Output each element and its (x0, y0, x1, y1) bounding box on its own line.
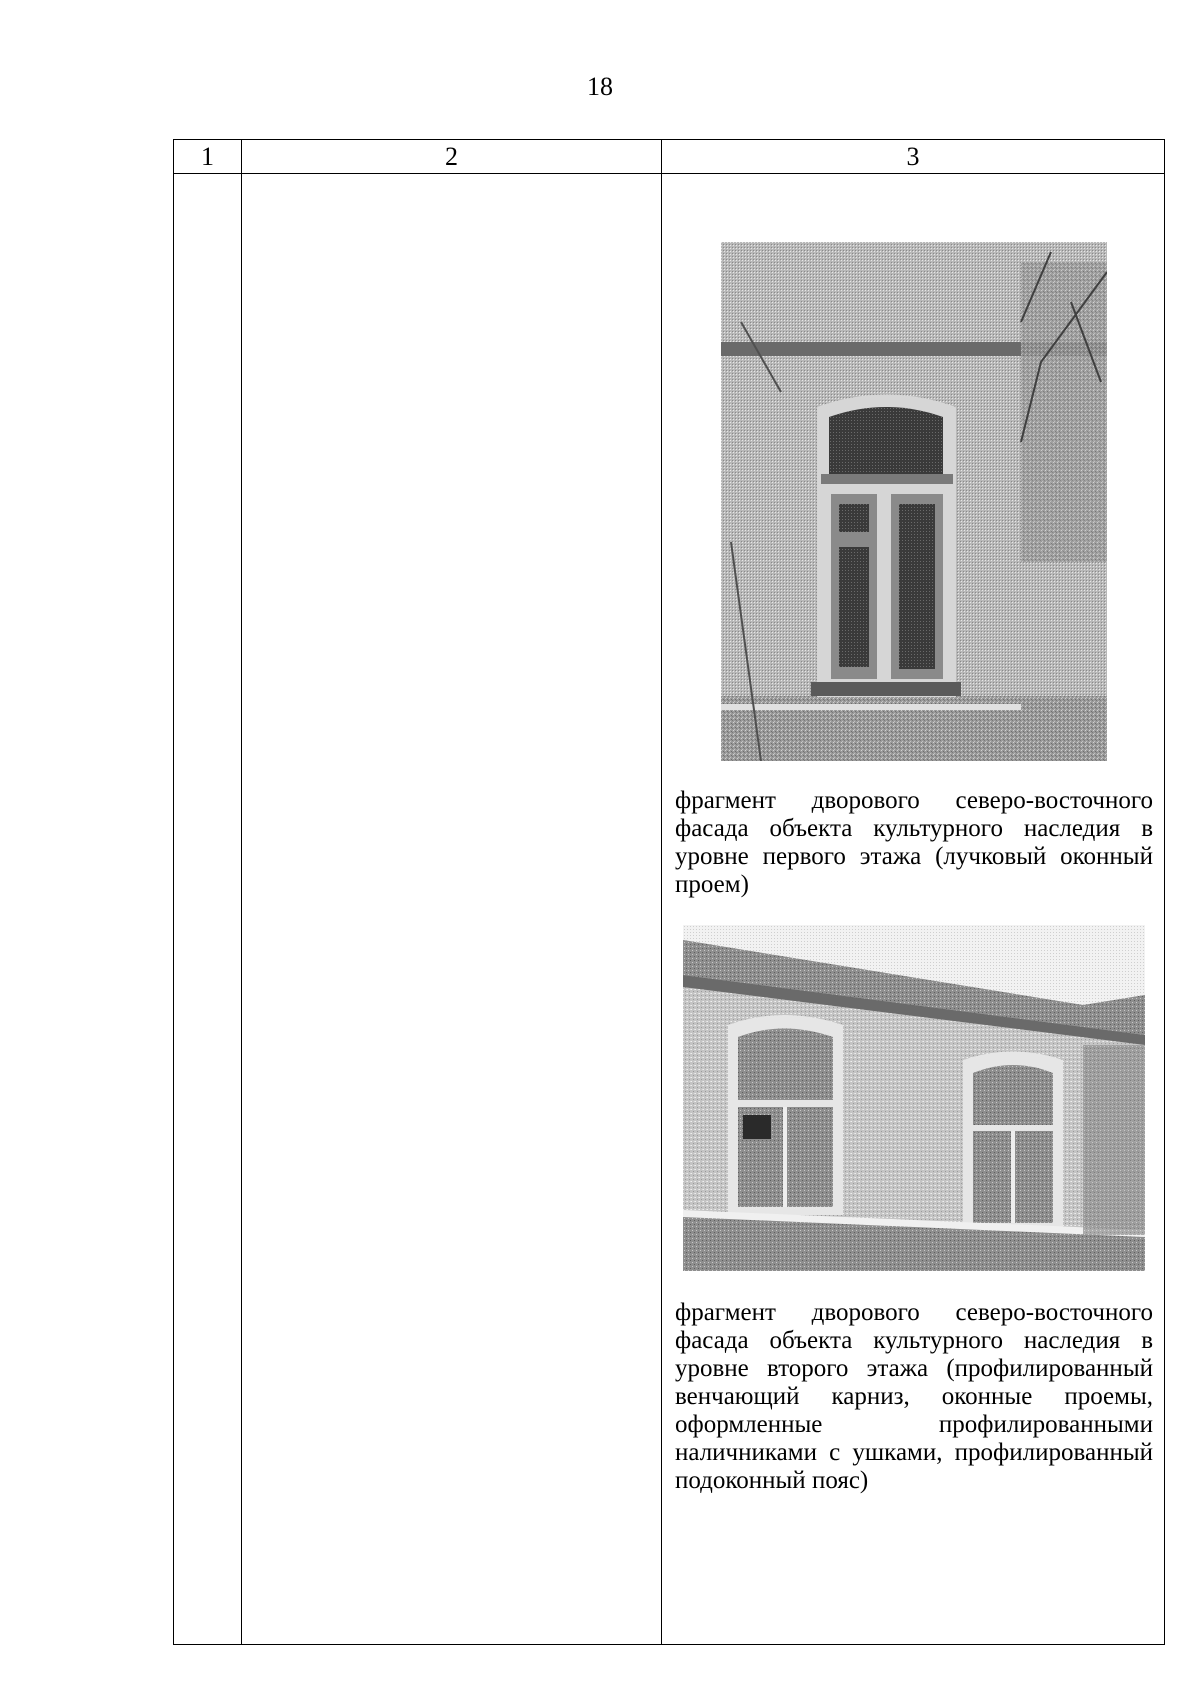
photo-caption: фрагмент дворового северо-восточного фасада объекта культурного наследия в уровне второго этажа (профилированный венчающий карниз, оконные проемы, оформленные профилированными наличниками с ушками, профилированный подоконный пояс) (675, 1299, 1153, 1494)
header-cell-3: 3 (662, 140, 1165, 174)
table-header-row (174, 140, 1165, 174)
row-cell-3 (662, 174, 1165, 1645)
page-number: 18 (587, 72, 613, 101)
header-cell-2: 2 (242, 140, 662, 174)
facade-photo-first-floor (721, 242, 1107, 761)
table-row (174, 174, 1165, 1645)
photo-caption: фрагмент дворового северо-восточного фасада объекта культурного наследия в уровне первого этажа (лучковый оконный проем) (675, 787, 1153, 898)
object-table (173, 139, 1165, 1645)
row-cell-2 (242, 174, 662, 1645)
facade-photo-second-floor (683, 925, 1145, 1271)
row-cell-1 (174, 174, 242, 1645)
header-cell-1: 1 (174, 140, 242, 174)
